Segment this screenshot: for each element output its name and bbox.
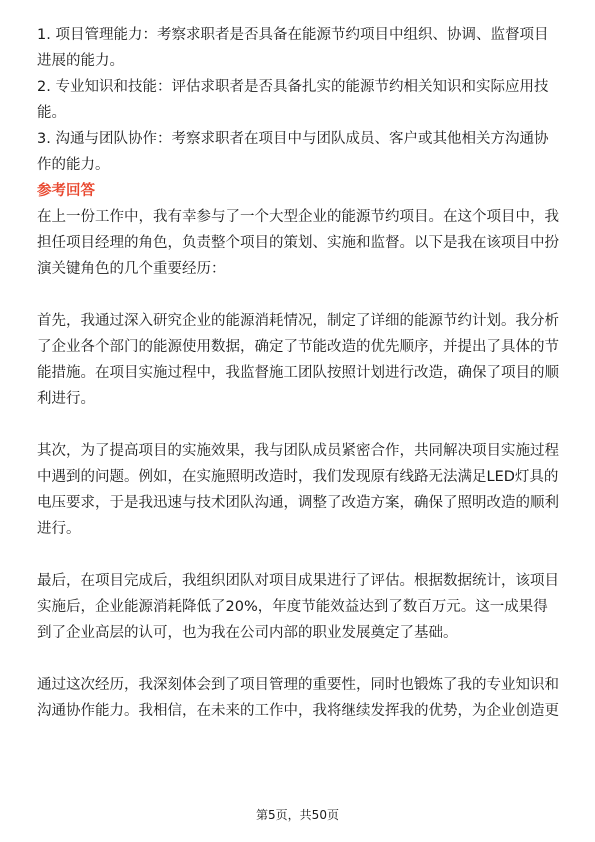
page-number-footer: 第5页，共50页 <box>256 808 339 822</box>
paragraph-spacer <box>37 542 559 568</box>
answer-paragraph: 通过这次经历，我深刻体会到了项目管理的重要性，同时也锻炼了我的专业知识和沟通协作能力。我相信，在未来的工作中，我将继续发挥我的优势，为企业创造更 <box>37 677 559 719</box>
criterion-item: 1. 项目管理能力：考察求职者是否具备在能源节约项目中组织、协调、监督项目进展的能力。 <box>37 27 549 69</box>
answer-paragraph: 首先，我通过深入研究企业的能源消耗情况，制定了详细的能源节约计划。我分析了企业各个部门的能源使用数据，确定了节能改造的优先顺序，并提出了具体的节能措施。在项目实施过程中，我监督施工团队按照计划进行改造，确保了项目的顺利进行。 <box>37 313 559 407</box>
criterion-item: 2. 专业知识和技能：评估求职者是否具备扎实的能源节约相关知识和实际应用技能。 <box>37 79 549 121</box>
answer-paragraph: 最后，在项目完成后，我组织团队对项目成果进行了评估。根据数据统计，该项目实施后，企业能源消耗降低了20%，年度节能效益达到了数百万元。这一成果得到了企业高层的认可，也为我在公司内部的职业发展奠定了基础。 <box>37 573 559 641</box>
paragraph-spacer <box>37 646 559 672</box>
page-content <box>37 22 559 724</box>
paragraph-spacer <box>37 412 559 438</box>
criterion-item: 3. 沟通与团队协作：考察求职者在项目中与团队成员、客户或其他相关方沟通协作的能力。 <box>37 131 549 173</box>
paragraph-spacer <box>37 282 559 308</box>
answer-paragraph: 其次，为了提高项目的实施效果，我与团队成员紧密合作，共同解决项目实施过程中遇到的问题。例如，在实施照明改造时，我们发现原有线路无法满足LED灯具的电压要求，于是我迅速与技术团队沟通，调整了改造方案，确保了照明改造的顺利进行。 <box>37 443 559 537</box>
answer-heading: 参考回答 <box>37 183 95 199</box>
answer-paragraph: 在上一份工作中，我有幸参与了一个大型企业的能源节约项目。在这个项目中，我担任项目经理的角色，负责整个项目的策划、实施和监督。以下是我在该项目中扮演关键角色的几个重要经历： <box>37 209 559 277</box>
